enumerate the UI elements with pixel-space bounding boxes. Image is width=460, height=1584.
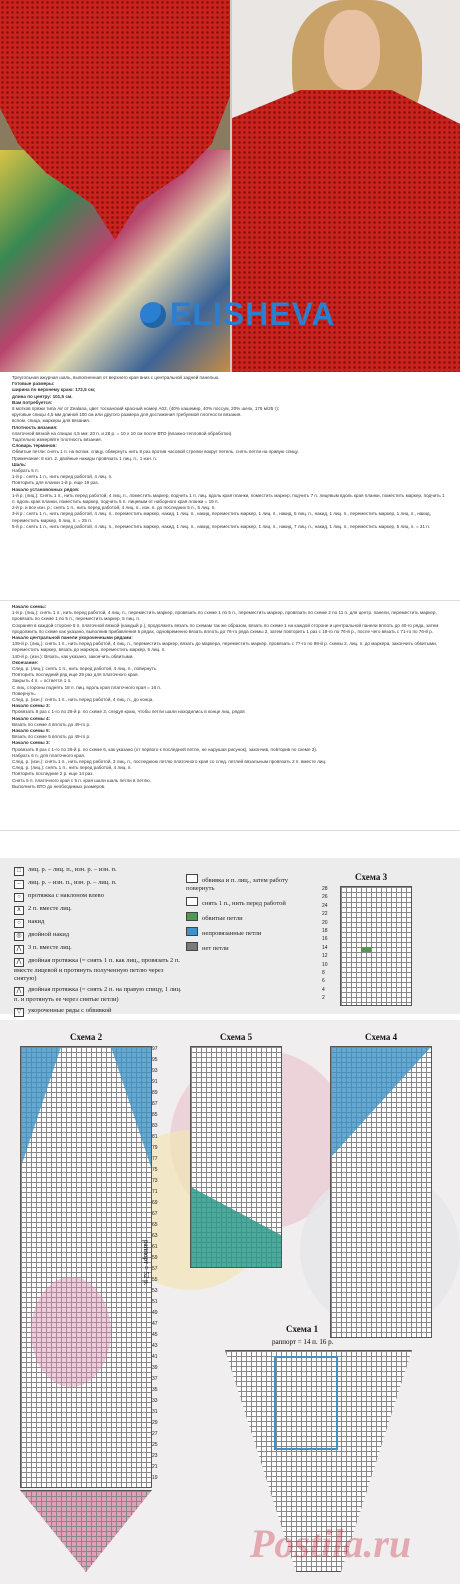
brand-logo: ELISHEVA (140, 296, 336, 333)
legend-label: протяжка с наклоном влево (28, 892, 104, 899)
stitch-symbol-icon: ▽ (14, 1008, 24, 1017)
stitch-symbol-icon: ⋀ (14, 987, 24, 996)
row-number: 14 (322, 944, 328, 951)
row-number: 20 (322, 919, 328, 926)
row-number: 65 (152, 1222, 158, 1228)
row-number: 53 (152, 1288, 158, 1294)
legend-label: нет петли (202, 945, 229, 952)
row-number: 19 (152, 1475, 158, 1481)
row-number: 39 (152, 1365, 158, 1371)
row-number: 4 (322, 986, 325, 993)
legend-item (14, 944, 184, 954)
chart-title-schema-1: Схема 1 (286, 1324, 319, 1334)
rapport-14-label: раппорт = 14 п. 16 р. (272, 1338, 334, 1346)
legend-item (14, 931, 184, 941)
row-number: 25 (152, 1442, 158, 1448)
legend-item (14, 866, 184, 876)
row-number: 24 (322, 902, 328, 909)
yarn-ball-overlay (31, 1277, 111, 1387)
unknitted-area (111, 1047, 151, 1167)
legend-label: 2 п. вместе лиц. (28, 905, 72, 912)
row-number: 85 (152, 1112, 158, 1118)
row-number: 8 (322, 970, 325, 976)
chart-legend (0, 858, 460, 1014)
legend-label: накид (28, 918, 45, 925)
color-swatch (186, 912, 198, 921)
legend-item (186, 927, 316, 938)
chart-title-schema-2: Схема 2 (70, 1032, 103, 1042)
stitch-symbol-icon: – (14, 880, 24, 889)
row-number: 83 (152, 1123, 158, 1129)
row-number: 51 (152, 1299, 158, 1305)
row-number: 57 (152, 1266, 158, 1272)
legend-item (14, 879, 184, 889)
legend-label: обвитые петли (202, 915, 243, 922)
row-number: 2 (322, 995, 325, 1002)
row-number: 49 (152, 1310, 158, 1316)
row-number: 79 (152, 1145, 158, 1151)
schema-3-grid (340, 886, 412, 1006)
intro: Треугольная ажурная шаль, выполненная от верхнего края вниз с центральной задней панелью. (12, 375, 220, 380)
legend-label: двойная протяжка (= снять 1 п. как лиц., провязать 2 п. вместе лицевой и протянуть полученную петлю через снятую) (14, 957, 181, 982)
row-number: 28 (322, 886, 328, 892)
schema-2-grid (20, 1046, 152, 1488)
row-number: 55 (152, 1277, 158, 1283)
legend-item (186, 874, 316, 893)
row-number: 93 (152, 1068, 158, 1074)
chart-title-schema-3: Схема 3 (355, 872, 388, 882)
legend-label: лиц. р. – лиц. п., изн. р. – изн. п. (28, 866, 117, 873)
schema-5-grid (190, 1046, 282, 1268)
rapport-box (274, 1356, 338, 1450)
row-number: 35 (152, 1387, 158, 1393)
description-block: Треугольная ажурная шаль, выполненная от верхнего края вниз с центральной задней панелью. Готовые размеры: ширина по верхнему краю: 172,5 см; длина по центру: 101,5 см. Вам потребуется: 8 мотков пряжи типа Air от Zealana, цвет тосканский красный номер A02, (40% кашемир, 40% поссум, 20% шелк, 176 м/25 г); круговые спицы 4,5 мм длиной 100 см или другого размера для достижения требуемой плотности вязания. вспом. спица, маркеры для вязания. Плотность вязания: платочной вязкой на спицах 4,5 мм: 20 п. и 28 р. = 10 х 10 см после ВТО (влажно-тепловой обработки). Тщательно измеряйте плотность вязания. Словарь терминов: Обвитые петли: снять 1 п. на вспом. спицу, обвернуть нить 8 раз против часовой стрелки вокруг петель, снять петли на правую спицу. Примечание: 8 кэп. 2. двойные накиды провязать 1 лиц. п., 1 изн. п. Шаль: Набрать 5 п. 1-й р.: снять 1 п., нить перед работой, 4 лиц. п. Повторить для планки 1-й р. еще 19 раз. Начало установочных рядов: 1-й р. (лиц.): Снять 1 п., нить перед работой, 4 лиц. п., поместить маркер, подчить 1 п. лиц. вдоль края планки, поместить маркер, подчить 7 п. лицевым вдоль края планки, поместить маркер, подчить 1 п. вдоль края планки, поместить маркер, подчить 5 п. лицевым от наборного края планки = 19 п. 2-й р. и все изн. р.: снять 1 п., нить перед работой, 4 лиц. п., изн. п. до последних 5 п., 5 лиц. п. 3-й р.: снять 1 п., нить перед работой, 4 лиц. п., переместить маркер, накид, 1 лиц. п., накид, переместить маркер, 1 лиц. п., накид, 5 лиц. п., накид, 1 лиц. п., переместить маркер, 1 лиц. п., накид, переместить маркер, 5 лиц. п. = 25 п. 5-й р.: снять 1 п., нить перед работой, 4 лиц. п., переместить маркер, накид, 1 лиц. п., накид, переместить маркер, 1 лиц. п., накид, 7 лиц. п., накид, 1 лиц. п., переместить маркер, 5 лиц. п. = 31 п. (12, 375, 448, 530)
row-number: 27 (152, 1431, 158, 1437)
row-number: 63 (152, 1233, 158, 1239)
legend-label: двойная протяжка (= снять 2 п. на правую спицу, 1 лиц. п. и протянуть ее через снятые петли) (14, 986, 182, 1003)
stitch-symbol-icon: ◎ (14, 932, 24, 941)
legend-item (14, 957, 184, 983)
color-swatch (186, 942, 198, 951)
product-photo (0, 0, 460, 372)
legend-col-1 (14, 866, 184, 1020)
row-number: 41 (152, 1354, 158, 1360)
wrapped-stitch-cell (361, 947, 371, 952)
legend-label: обвивка и п. лиц., затем работу повернуть (186, 877, 289, 892)
row-number: 10 (322, 961, 328, 968)
row-number: 47 (152, 1321, 158, 1327)
row-number: 18 (322, 928, 328, 934)
row-number: 33 (152, 1398, 158, 1404)
chart-title-schema-5: Схема 5 (220, 1032, 253, 1042)
legend-label: двойной накид (28, 931, 70, 938)
row-number: 37 (152, 1376, 158, 1382)
legend-item (14, 918, 184, 928)
legend-label: непровязанные петли (202, 930, 262, 937)
row-number: 31 (152, 1409, 158, 1415)
legend-label: снять 1 п., нить перед работой (202, 900, 286, 907)
legend-item (14, 1007, 184, 1017)
divider (0, 830, 460, 831)
color-swatch (186, 874, 198, 883)
row-number: 6 (322, 978, 325, 985)
divider (0, 600, 460, 601)
legend-col-2 (186, 874, 316, 957)
stitch-symbol-icon: ∧ (14, 906, 24, 915)
row-number: 77 (152, 1156, 158, 1162)
legend-item (186, 942, 316, 953)
row-number: 97 (152, 1046, 158, 1052)
stitch-symbol-icon: ○ (14, 893, 24, 902)
stitch-symbol-icon: ⋀ (14, 958, 24, 967)
row-number: 43 (152, 1343, 158, 1349)
row-number: 67 (152, 1211, 158, 1217)
model-face (324, 10, 380, 90)
row-number: 89 (152, 1090, 158, 1096)
color-swatch (186, 927, 198, 936)
unknitted-area (21, 1047, 61, 1167)
row-number: 81 (152, 1134, 158, 1140)
unknitted-area (331, 1047, 431, 1157)
schema-2-bottom (20, 1490, 152, 1572)
stitch-symbol-icon: □ (14, 867, 24, 876)
legend-item (14, 905, 184, 915)
legend-item (186, 912, 316, 923)
row-number: 12 (322, 953, 328, 960)
chart-title-schema-4: Схема 4 (365, 1032, 398, 1042)
watermark: Postila.ru (250, 1521, 412, 1566)
row-number: 91 (152, 1079, 158, 1085)
unknitted-area (191, 1187, 281, 1267)
legend-item (14, 986, 184, 1004)
row-number: 21 (152, 1464, 158, 1470)
row-number: 75 (152, 1167, 158, 1173)
legend-label: укороченные ряды с обвивкой (28, 1007, 112, 1014)
row-number: 73 (152, 1178, 158, 1184)
legend-item (186, 897, 316, 908)
legend-label: 3 п. вместе лиц. (28, 944, 72, 951)
row-number: 71 (152, 1189, 158, 1195)
row-number: 87 (152, 1101, 158, 1107)
color-swatch (186, 897, 198, 906)
row-number: 23 (152, 1453, 158, 1459)
stitch-symbol-icon: ○ (14, 919, 24, 928)
row-number: 26 (322, 894, 328, 901)
instructions-block: Начало схемы: 1-й р. (лиц.): снять 1 п., нить перед работой, 4 лиц. п., переместить маркер, провязать по схеме 1 по 5 п., переместить маркер, провязать по схеме 2 по 11 п. для центр. панели, переместить маркер, провязать по схеме 1 по 5 п., переместить маркер, 5 лиц. п. Сохраняя в каждой стороне 5 п. платочной вязкой (каждый р.), продолжить вязать по схемам так же образом, вязать по схеме 1 на каждой стороне и центральной панели вплоть до 40-го ряда, затем продолжить по схеме как указано, выполнив прибавления в рядах, одновременно вязать вплоть до 76-го ряда схемы 2, затем повторить 1 раз с 18-го по 76-й р., после чего вязать с 71-го по 76-й р. Начало центральной панели укороченными рядами: 139-й р. (лиц.): снять 1 п., нить перед работой, 4 лиц. п., переместить маркер, вязать до маркера, переместить маркер, провязать с 77-го по 89-й р. схемы 2, лиц. п. до маркера, закончить обвитыми, переместить маркер, вязать до маркера, переместить маркер, 5 лиц. п. 140-й р. (изн.): Вязать, как указано, закончить обвитыми. Окончание: След. р. (лиц.): снять 1 п., нить перед работой, 4 лиц. п., повернуть. Повторить последний ряд еще 29 раз для платочного края. Закрыть 4 п. = остается 1 п. С лиц. стороны поднять 18 п. лиц. вдоль края платочного края = 16 п. Повернуть. След. р. (изн.): снять 1 п., нить перед работой, 4 лиц. п., до конца. Начало схемы 3: Провязать 8 раз с 1-го по 28-й р. по схеме 3, следуя краю, чтобы петли шали находились в конце лиц. рядов Начало схемы 4: Вязать по схеме 4 вплоть до 49-го р. Начало схемы 5: Вязать по схеме 5 вплоть до 49-го р. Начало схемы 3: Провязать 8 раз с 1-го по 28-й р. по схеме 6, как указано (от первого к последней петле, не нарушая рисунок), закончив, повторив по схеме 3). Набрать 6 п. для платочного края. След. р. (изн.): снять 1 п., нить перед работой, 3 лиц. п., последнюю петлю платочного края со след. петлей вязальным провязать 2 п. вместе лиц. След. р. (лиц.): снять 1 п., нить перед работой, 4 лиц. п. Повторить последние 2 р. еще 14 раз. Снять 5 п. платочного края с 5 п. края шали шаль петли в петлю. Выполнить ВТО до необходимых размеров. (12, 604, 439, 789)
row-number: 95 (152, 1057, 158, 1063)
legend-item (14, 892, 184, 902)
stitch-symbol-icon: ⋀ (14, 945, 24, 954)
row-number: 45 (152, 1332, 158, 1338)
row-number: 59 (152, 1255, 158, 1261)
schema-4-grid (330, 1046, 432, 1338)
row-number: 16 (322, 936, 328, 943)
knitting-charts (0, 1020, 460, 1584)
row-number: 29 (152, 1420, 158, 1426)
row-number: 69 (152, 1200, 158, 1206)
rapport-52-label: раппорт = 52 р. (142, 1240, 150, 1286)
legend-label: лиц. р. – изн. п., изн. р. – лиц. п. (28, 879, 117, 886)
row-number: 61 (152, 1244, 158, 1250)
yarn-ball-icon (140, 302, 166, 328)
row-number: 22 (322, 911, 328, 918)
